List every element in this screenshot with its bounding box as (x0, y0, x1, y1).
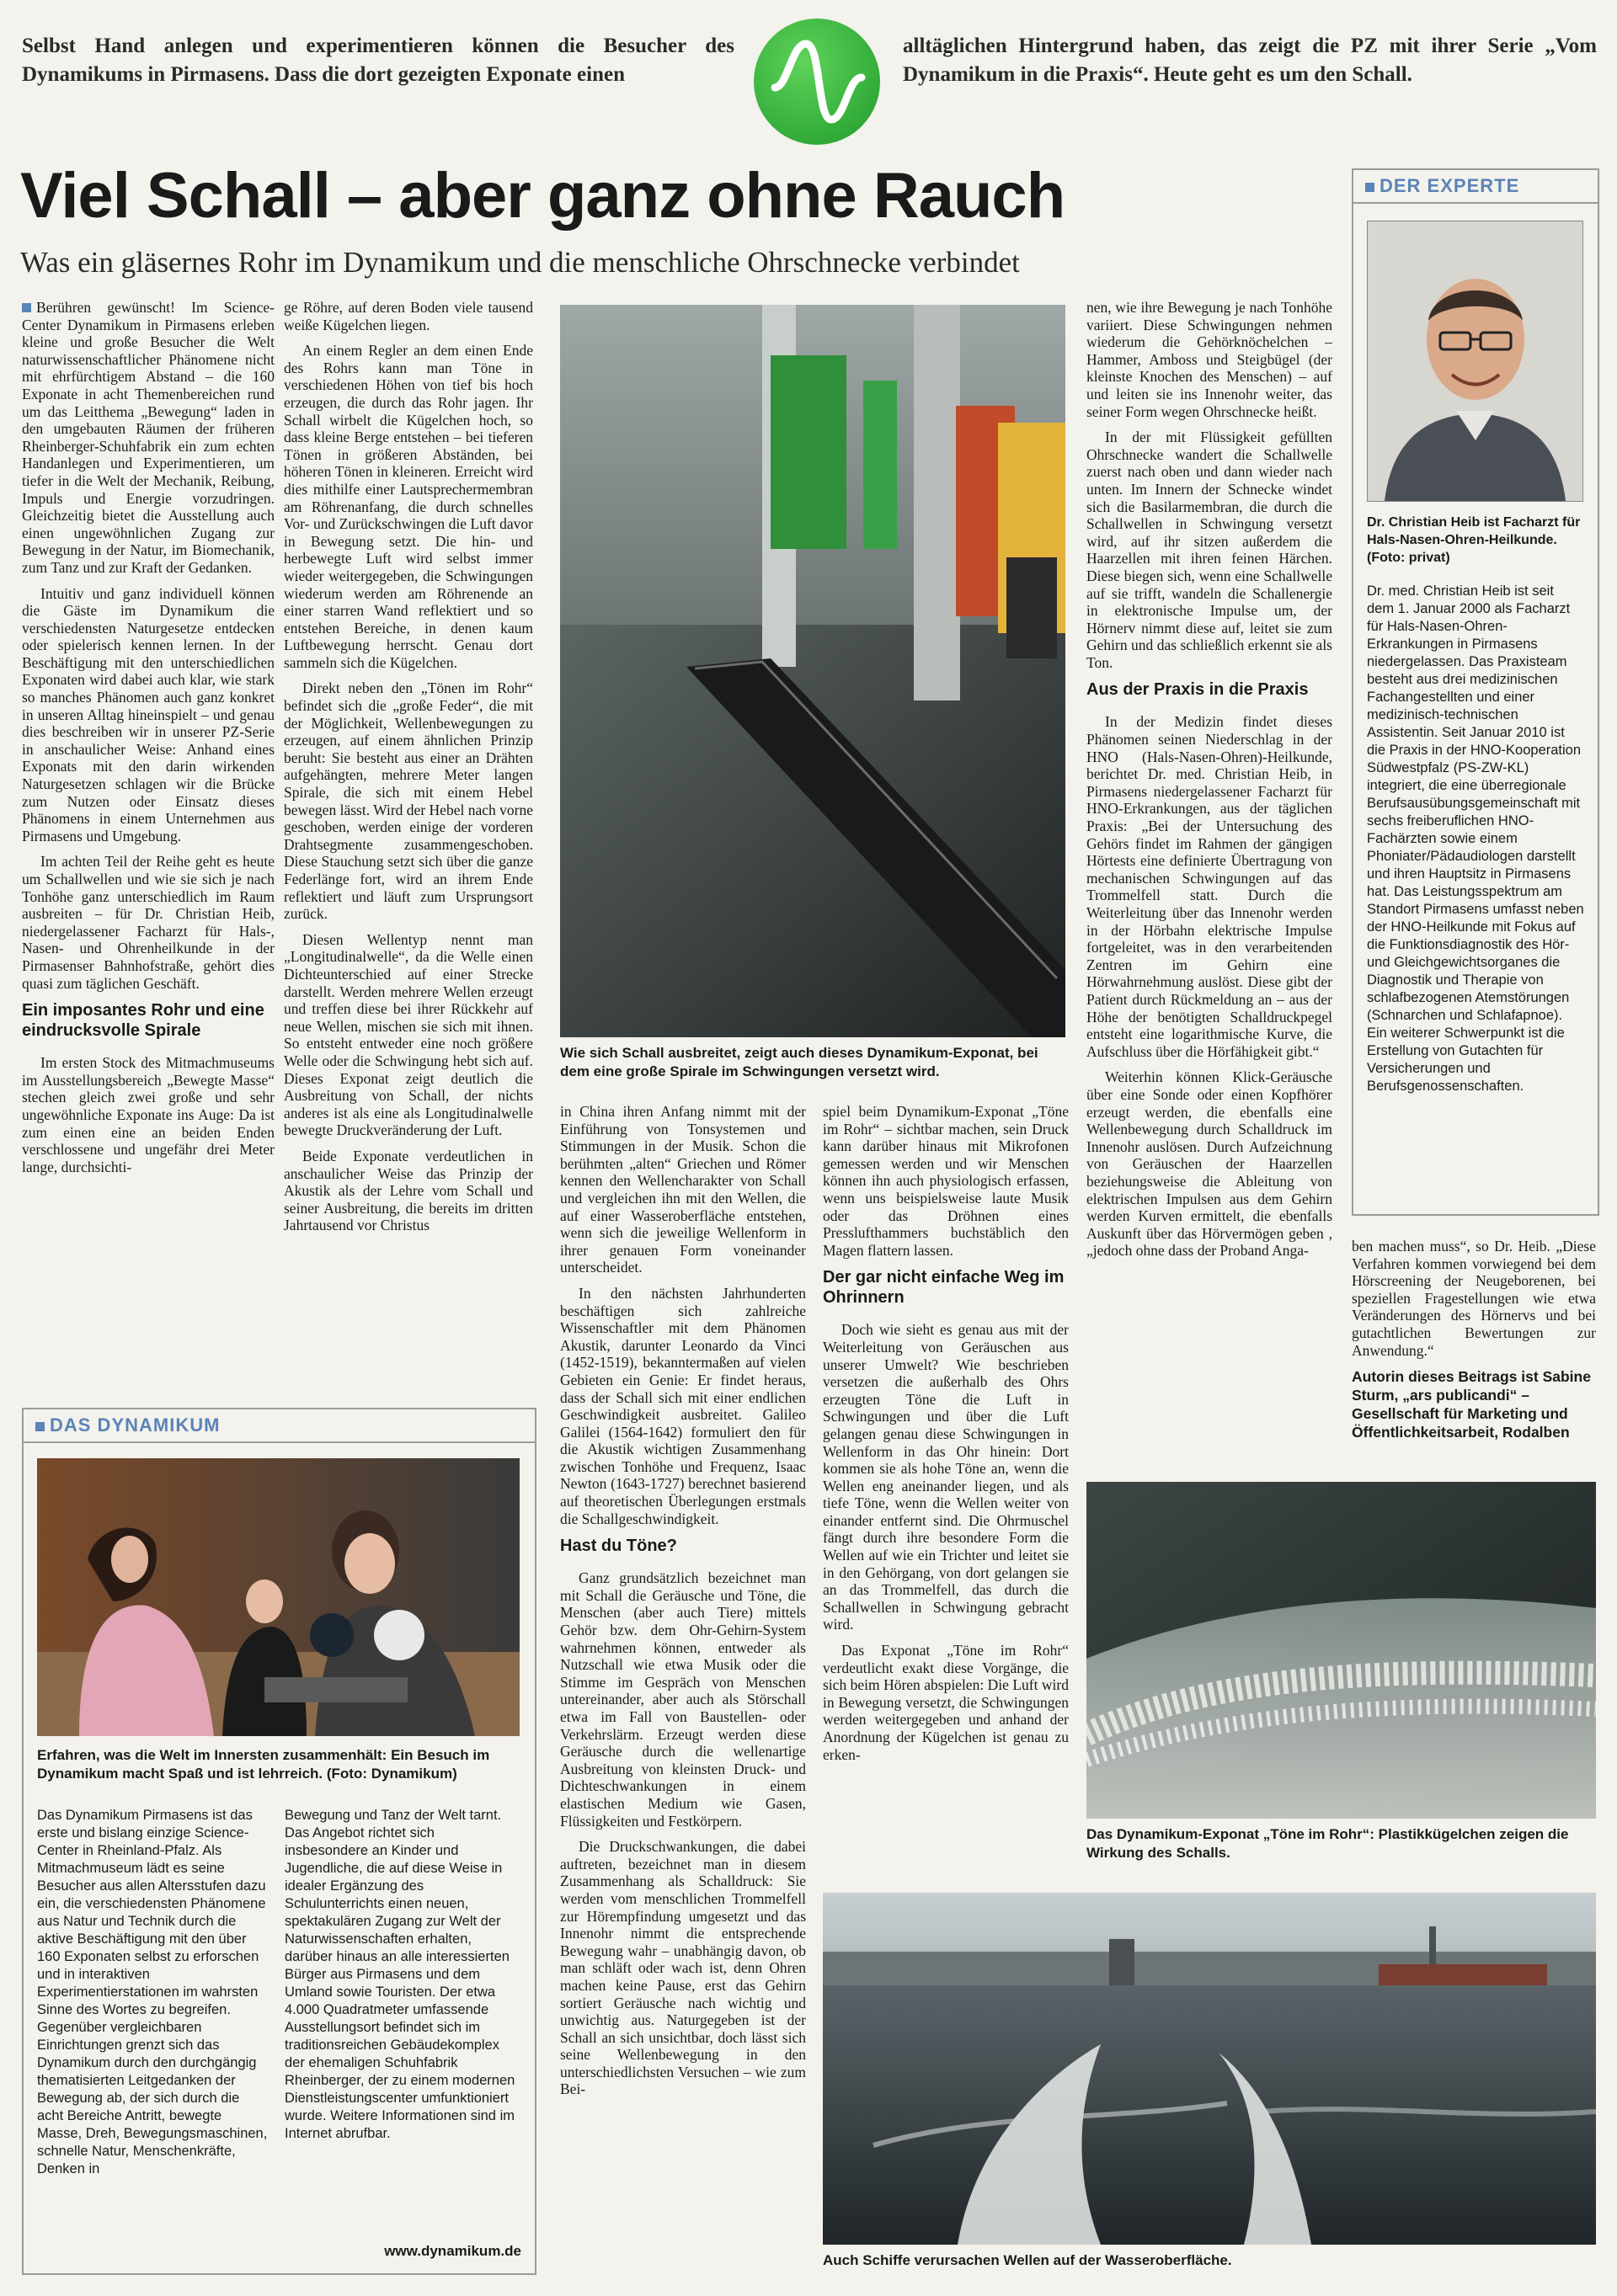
expert-portrait (1367, 221, 1583, 502)
dynamikum-text-col-2: Bewegung und Tanz der Welt tarnt. Das Angebot richtet sich insbesondere an Kinder und Jugendliche, die auf diese Weise in idealer Ergänzung des Schulunterrichts einen neuen, spektakulären Zugang zur Welt der Naturwissenschaften erhalten, darüber hinaus an alle interessierten Bürger aus Pirmasens und dem Umland sowie Touristen. Der etwa 4.000 Quadratmeter umfassende Ausstellungsort befindet sich im traditionsreichen Gebäudekomplex der ehemaligen Schuhfabrik Rheinberger, der zu einem modernen Dienstleistungscenter umfunktioniert wurde. Weitere Informationen sind im Internet abrufbar. (285, 1808, 515, 2141)
subheadline: Was ein gläsernes Rohr im Dynamikum und die menschliche Ohrschnecke verbindet (20, 246, 1020, 279)
section-heading: Der gar nicht einfache Weg im Ohrinnern (823, 1268, 1065, 1308)
paragraph: spiel beim Dynamikum-Exponat „Töne im Rohr“ – sichtbar machen, sein Druck kann darüber hinaus mit Mikrofonen gemessen werden und wir Menschen können ihn auch physiologisch erfassen, wenn uns beispielsweise laute Musik oder das Dröhnen eines Presslufthammers buchstäblich den Magen flattern lassen. (823, 1103, 1069, 1259)
section-heading: Ein imposantes Rohr und eine eindrucksvolle Spirale (22, 1001, 264, 1041)
article-column-1 (22, 299, 275, 1402)
paragraph: Doch wie sieht es genau aus mit der Weiterleitung von Geräuschen aus unserer Umwelt? Wie beschrieben versetzen die außerhalb des Ohrs erzeugten Töne die Luft in Schwingungen und über die Luft gelangen genau diese Schwingungen in Wellenform in das Ohr hinein: Dort kommen sie als hohe Töne an, wenn die Wellen eng aneinander liegen, und als tiefe Töne, wenn die Wellen weiter von einander entfernt sind. Die Ohrmuschel fängt durch ihre besondere Form die Wellen auf wie ein Trichter und leitet sie in den Gehörgang, von dort gelangen sie an das Trommelfell, das durch die Schallwellen in Schwingung gebracht wird. (823, 1321, 1069, 1633)
paragraph: An einem Regler an dem einen Ende des Rohrs kann man Töne in verschiedenen Höhen von tief bis hoch erzeugen, die durch das Rohr jagen. Ihr Schall wirbelt die Kügelchen hoch, so dass kleine Berge entstehen – bei tieferen Tönen in größeren Abständen, bei höheren Tönen in kleineren. Erreicht wird dies mithilfe einer Lautsprechermembran am Röhrenanfang, die durch schnelles Vor- und Zurückschwingen die Luft davor in Bewegung setzt. Die hin- und herbewegte Luft wird selbst immer wieder weitergegeben, die Schwingungen wiederum werden am Röhrenende an einer starren Wand reflektiert und so entstehen Bereiche, in denen kaum Luftbewegung herrscht. Genau dort sammeln sich die Kügelchen. (284, 342, 533, 671)
paragraph: nen, wie ihre Bewegung je nach Tonhöhe variiert. Diese Schwingungen nehmen wiederum die Gehörknöchelchen – Hammer, Amboss und Steigbügel (der kleinste Knochen des Menschen) – auf und leiten sie ins Innenohr weiter, das seiner Form wegen Ohrschnecke heißt. (1086, 299, 1332, 420)
intro-right: alltäglichen Hintergrund haben, das zeigt die PZ mit ihrer Serie „Vom Dynamikum in die Praxis“. Heute geht es um den Schall. (903, 35, 1597, 86)
paragraph: Im achten Teil der Reihe geht es heute um Schallwellen und wie sie sich je nach Tonhöhe ganz unterschiedlich im Raum ausbreiten – für Dr. Christian Heib, niedergelassener Facharzt für Hals-, Nasen- und Ohrenheilkunde in der Pirmasenser Bahnhofstraße, gehört dies quasi zum täglichen Geschäft. (22, 853, 275, 992)
paragraph: Beide Exponate verdeutlichen in anschaulicher Weise das Prinzip der Akustik als der Lehre vom Schall und seiner Ausbreitung, die bereits im dritten Jahrtausend vor Christus (284, 1147, 533, 1234)
paragraph: Direkt neben den „Tönen im Rohr“ befindet sich die „große Feder“, die mit der Möglichkeit, Wellenbewegungen zu erzeugen, auf einem ähnlichen Prinzip beruht: Sie besteht aus einer an Drähten aufgehängten, mehrere Meter langen Spirale, die sich mit einem Hebel bewegen lässt. Wird der Hebel nach vorne geschoben, werden einige der vorderen Drahtsegmente zusammengeschoben. Diese Stauchung setzt sich über die ganze Federlänge fort, wird an ihrem Ende reflektiert und läuft zum Ursprungsort zurück. (284, 679, 533, 923)
expert-box (1352, 168, 1599, 1216)
dynamikum-box-heading: DAS DYNAMIKUM (24, 1409, 535, 1443)
paragraph: In der Medizin findet dieses Phänomen seinen Niederschlag in der HNO (Hals-Nasen-Ohren)-Heilkunde, berichtet Dr. med. Christian Heib, in Pirmasens niedergelassener Facharzt für HNO-Erkrankungen, aus der täglichen Praxis: „Bei der Untersuchung des Gehörs findet im Rahmen der gängigen Hörtests eine definierte Übertragung von mechanischen Schwingungen auf das Trommelfell statt. Durch die Weiterleitung über das Innenohr werden in der Hörbahn elektrische Impulse fortgeleitet, was in den verarbeitenden Zentren im Gehirn eine Hörwahrnehmung auslöst. Diese gibt der Patient durch Rückmeldung an – aus der Höhe der benötigten Schalldruckpegel entsteht eine logarithmische Kurve, die Aufschluss über die Hörfähigkeit gibt.“ (1086, 713, 1332, 1060)
beads-photo (1086, 1482, 1596, 1819)
paragraph: Weiterhin können Klick-Geräusche über eine Sonde oder einen Kopfhörer erzeugt werden, die ebenfalls eine Wellenbewegung durch Schalldruck im Innenohr auslösen. Durch Aufzeichnung von Geräuschen der Haarzellen beziehungsweise die Ableitung von elektrischen Impulsen aus dem Gehirn werden Kurven ermittelt, die ebenfalls Auskunft über das Hörvermögen geben , „jedoch ohne dass der Proband Anga- (1086, 1068, 1332, 1260)
paragraph: In der mit Flüssigkeit gefüllten Ohrschnecke wandert die Schallwelle zuerst nach oben und dann wieder nach unten. Im Innern der Schnecke windet sich die Basilarmembran, die durch die Schallwellen in Schwingung versetzt wird, auf ihr sitzen außerdem die Haarzellen mit ihren feinen Härchen. Diese biegen sich, wenn eine Schallwelle auf sie trifft, wandeln die Schallenergie in elektronische Impulse um, der Hörnerv nimmt diese auf, leitet sie zum Gehirn und das schließlich erkennt sie als Ton. (1086, 429, 1332, 671)
spiral-photo-caption: Wie sich Schall ausbreitet, zeigt auch dieses Dynamikum-Exponat, bei dem eine große Spirale im Schwingungen versetzt wird. (560, 1045, 1038, 1079)
headline: Viel Schall – aber ganz ohne Rauch (20, 160, 1065, 232)
paragraph: In den nächsten Jahrhunderten beschäftigen sich zahlreiche Wissenschaftler mit dem Phänomen Akustik, darunter Leonardo da Vinci (1452-1519), bekanntermaßen auf vielen Gebieten ein Genie: Er findet heraus, dass der Schall sich mit einer endlichen Geschwindigkeit ausbreitet. Galileo Galilei (1564-1642) formuliert den für die Akustik wichtigen Zusammenhang zwischen Tonhöhe und Frequenz, Isaac Newton (1643-1727) berechnet basierend auf theoretischen Überlegungen erstmals die Schallgeschwindigkeit. (560, 1284, 806, 1527)
paragraph: Im ersten Stock des Mitmachmuseums im Ausstellungsbereich „Bewegte Masse“ stechen gleich zwei große und sehr ungewöhnliche Exponate ins Auge: Da ist zum einen eine an beiden Enden verschlossene und ungefähr drei Meter lange, durchsichti- (22, 1054, 275, 1175)
article-column-3 (560, 1103, 806, 2256)
square-bullet-icon (22, 303, 31, 312)
paragraph: Die Druckschwankungen, die dabei auftreten, bezeichnet man in diesem Zusammenhang als Schalldruck: Sie werden vom menschlichen Trommelfell zur Hörempfindung umgesetzt und das Innenohr nimmt die entsprechende Bewegung wahr – unabhängig davon, ob man schläft oder wach ist, denn Ohren machen keine Pause, erst das Gehirn sortiert Geräusche nach wichtig und unwichtig aus. Naturgegeben ist der Schall an sich unsichtbar, doch lässt sich seine Wellenbewegung in den unterschiedlichsten Versuchen – wie zum Bei- (560, 1838, 806, 2098)
expert-photo-caption: Dr. Christian Heib ist Facharzt für Hals-Nasen-Ohren-Heilkunde. (Foto: privat) (1367, 515, 1581, 565)
dynamikum-url-link[interactable]: www.dynamikum.de (384, 2243, 521, 2259)
paragraph: Ganz grundsätzlich bezeichnet man mit Schall die Geräusche und Töne, die Menschen (aber auch Tiere) mittels Gehör bzw. dem Ohr-Gehirn-System wahrnehmen können, entweder als Nutzschall wie etwa Musik oder die Stimme im Gespräch von Menschen untereinander, aber auch als Störschall etwa im Fall von Baustellen- oder Verkehrslärm. Erzeugt werden diese Geräusche durch die wellenartige Ausbreitung von kleinsten Druck- und Dichteschwankungen in einem elastischen Medium wie Gasen, Flüssigkeiten und Festkörpern. (560, 1569, 806, 1830)
paragraph: Das Exponat „Töne im Rohr“ verdeutlicht exakt diese Vorgänge, die sich beim Hören abspielen: Die Luft wird in Bewegung versetzt, die Schwingungen werden weitergegeben und anhand der Anordnung der Kügelchen ist genau zu erken- (823, 1642, 1069, 1763)
expert-bio: Dr. med. Christian Heib ist seit dem 1. Januar 2000 als Facharzt für Hals-Nasen-Ohren-Erkrankungen in Pirmasens niedergelassen. Das Praxisteam besteht aus drei medizinischen Fachangestellten und einer medizinisch-technischen Assistentin. Seit Januar 2010 ist die Praxis in der HNO-Kooperation Südwestpfalz (PS-ZW-KL) integriert, die eine überregionale Berufsausübungsgemeinschaft mit sechs freiberuflichen HNO-Fachärzten sowie einem Phoniater/Pädaudiologen darstellt und ihren Hauptsitz in Pirmasens hat. Das Leistungsspektrum am Standort Pirmasens umfasst neben der HNO-Heilkunde mit Fokus auf die Funktionsdiagnostik des Hör- und Gleichgewichtsorganes die Diagnostik und Therapie von schlafbezogenen Atemstörungen (Schnarchen und Schlafapnoe). Ein weiterer Schwerpunkt ist die Erstellung von Gutachten für Versicherungen und Berufsgenossenschaften. (1367, 583, 1584, 1094)
intro-left: Selbst Hand anlegen und experimentieren können die Besucher des Dynamikums in Pirmasens. Dass die dort gezeigten Exponate einen (22, 35, 734, 86)
section-heading: Hast du Töne? (560, 1537, 677, 1556)
section-heading: Aus der Praxis in die Praxis (1086, 680, 1309, 700)
dynamikum-photo-caption: Erfahren, was die Welt im Innersten zusammenhält: Ein Besuch im Dynamikum macht Spaß und ist lehrreich. (Foto: Dynamikum) (37, 1747, 490, 1782)
article-column-4 (823, 1103, 1069, 1878)
paragraph: ben machen muss“, so Dr. Heib. „Diese Verfahren kommen vorwiegend bei dem Hörscreening der Neugeborenen, bei speziellen Fragestellungen wie etwa Veränderungen des Hörnervs und bei gutachtlichen Bewertungen zur Anwendung.“ (1352, 1238, 1596, 1359)
ship-photo-caption: Auch Schiffe verursachen Wellen auf der Wasseroberfläche. (823, 2252, 1232, 2268)
dynamikum-box (22, 1408, 536, 2275)
expert-box-heading: DER EXPERTE (1353, 170, 1598, 204)
dynamikum-logo (754, 19, 880, 145)
square-bullet-icon (1365, 183, 1374, 192)
article-column-2 (284, 299, 533, 1402)
paragraph: in China ihren Anfang nimmt mit der Einführung von Tonsystemen und Stimmungen in der Musik. Schon die berühmten „alten“ Griechen und Römer kennen den Wellencharakter von Schall und vergleichen ihn mit den Wellen, die auf einer Wasseroberfläche entstehen, wenn sich die jeweilige Wellenform in ihrer genauen Form voneinander unterscheidet. (560, 1103, 806, 1276)
dynamikum-text-col-1: Das Dynamikum Pirmasens ist das erste und bislang einzige Science-Center in Rheinland-Pfalz. Als Mitmachmuseum lädt es seine Besucher aus allen Altersstufen dazu ein, die verschiedensten Phänomene aus Natur und Technik durch die aktive Beschäftigung mit den über 160 Exponaten selbst zu erforschen und in interaktiven Experimentierstationen im wahrsten Sinne des Wortes zu begreifen. Gegenüber vergleichbaren Einrichtungen grenzt sich das Dynamikum durch den durchgängig thematisierten Leitgedanken der Bewegung ab, der sich durch die acht Bereiche Antritt, bewegte Masse, Dreh, Bewegungsmaschinen, schnelle Natur, Menschenkräfte, Denken in (37, 1808, 268, 2176)
article-column-5 (1086, 299, 1332, 1469)
paragraph: Berühren gewünscht! Im Science-Center Dynamikum in Pirmasens erleben kleine und große Besucher die Welt naturwissenschaftlicher Phänomene nicht mit ehrfürchtigem Abstand – die 160 Exponate in acht Themenbereichen rund um das Leitthema „Bewegung“ laden in den umgebauten Räumen der früheren Rheinberger-Schuhfabrik ein zum echten Handanlegen und Experimentieren, um tiefer in die Welt der Mechanik, Reibung, Impuls und Energie vorzudringen. Gleichzeitig bietet die Ausstellung auch einen ungewöhnlichen Zugang zur Bewegung in der Natur, im Biomechanik, zum Tanz und zur Kraft der Gedanken. (22, 299, 275, 576)
author-note: Autorin dieses Beitrags ist Sabine Sturm, „ars publicandi“ – Gesellschaft für Marketing und Öffentlichkeitsarbeit, Rodalben (1352, 1368, 1591, 1441)
paragraph: Intuitiv und ganz individuell können die Gäste im Dynamikum die verschiedensten Naturgesetze entdecken oder spielerisch kennen lernen. In der Beschäftigung mit den unterschiedlichen Exponaten wird dabei auch klar, wie stark so manches Phänomen auch ganz konkret in unseren Alltag hineinspielt – und genau dies beschreiben wir in unserer PZ-Serie in anschaulicher Weise: Anhand eines Exponats mit den darin wirkenden Naturgesetzen schlagen wir die Brücke zum Nutzen oder Einsatz dieses Phänomens in einem Unternehmen aus Pirmasens und Umgebung. (22, 584, 275, 844)
paragraph: ge Röhre, auf deren Boden viele tausend weiße Kügelchen liegen. (284, 299, 533, 333)
ship-photo (823, 1893, 1596, 2245)
paragraph: Diesen Wellentyp nennt man „Longitudinalwelle“, da die Welle einen Dichteunterschied auf einer Strecke darstellt. Werden mehrere Wellen erzeugt und treffen diese bei ihrer Rückkehr auf neue Wellen, mischen sie sich mit ihnen. So entsteht entweder eine noch größere Welle oder die Schwingung hebt sich auf. Dieses Exponat zeigt deutlich die Ausbreitung von Schall, der nichts anderes ist als eine als Longitudinalwelle bewegte Druckveränderung der Luft. (284, 930, 533, 1139)
beads-photo-caption: Das Dynamikum-Exponat „Töne im Rohr“: Plastikkügelchen zeigen die Wirkung des Schalls. (1086, 1826, 1569, 1861)
square-bullet-icon (35, 1422, 45, 1431)
article-column-6 (1352, 1238, 1596, 1482)
dynamikum-photo (37, 1458, 520, 1736)
spiral-photo (560, 305, 1065, 1037)
sine-wave-icon (754, 19, 880, 145)
